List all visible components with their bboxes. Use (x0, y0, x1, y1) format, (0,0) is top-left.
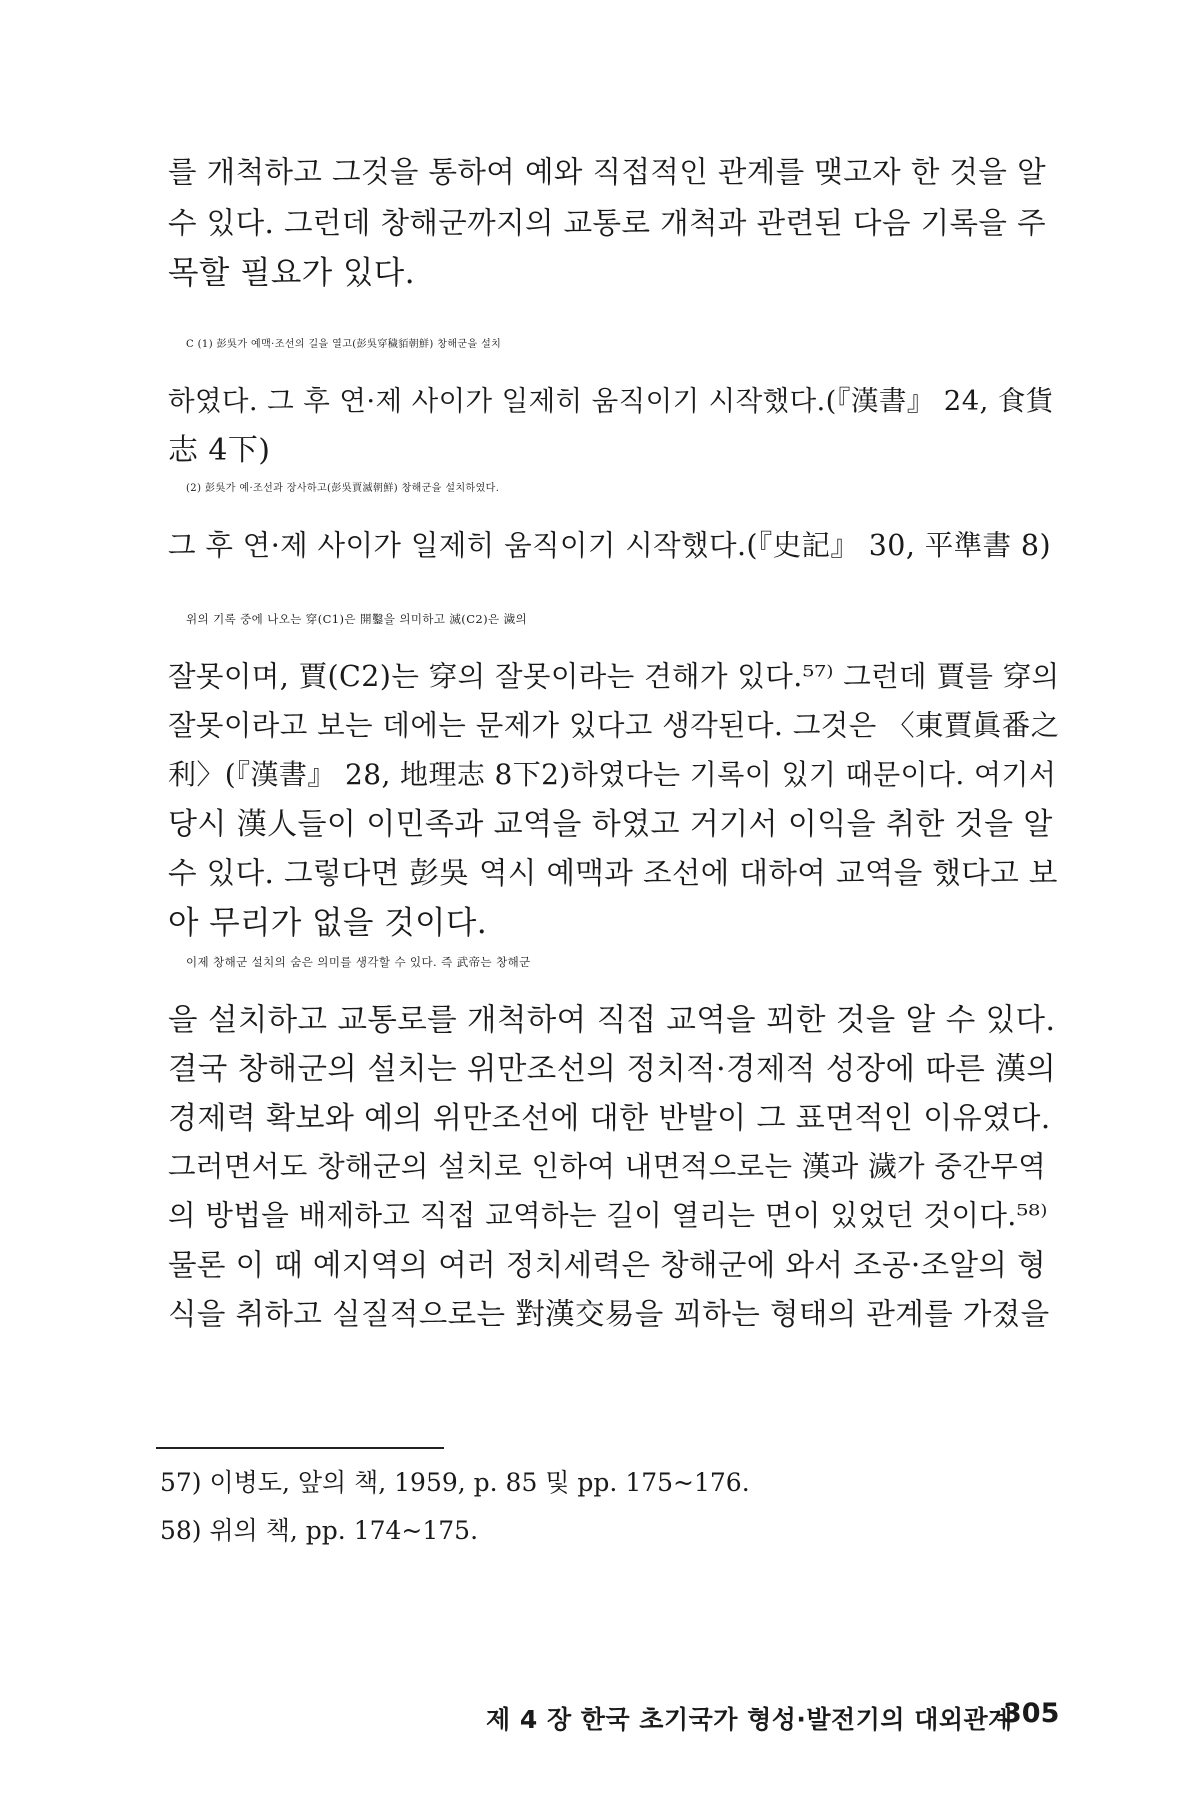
body-line: 수 있다. 그렇다면 彭吳 역시 예맥과 조선에 대하여 교역을 했다고 보 (168, 856, 1058, 890)
body-line: 경제력 확보와 예의 위만조선에 대한 반발이 그 표면적인 이유였다. (168, 1101, 1051, 1136)
page-number: 305 (1003, 1698, 1060, 1729)
body-line: 을 설치하고 교통로를 개척하여 직접 교역을 꾀한 것을 알 수 있다. (168, 1003, 1056, 1038)
footnote: 57) 이병도, 앞의 책, 1959, p. 85 및 pp. 175~176. (160, 1468, 750, 1497)
citation-line: 志 4下) (168, 433, 271, 468)
body-line: 잘못이라고 보는 데에는 문제가 있다고 생각된다. 그것은 〈東賈眞番之 (168, 709, 1060, 742)
citation-line: 그 후 연·제 사이가 일제히 움직이기 시작했다.(『史記』 30, 平準書 8) (168, 529, 1051, 562)
citation-line: 하였다. 그 후 연·제 사이가 일제히 움직이기 시작했다.(『漢書』 24, 食貨 (168, 385, 1054, 417)
body-line: 利〉(『漢書』 28, 地理志 8下2)하였다는 기록이 있기 때문이다. 여기서 (168, 758, 1057, 791)
body-line: 잘못이며, 賈(C2)는 穿의 잘못이라는 견해가 있다.⁵⁷⁾ 그런데 賈를 穿의 (168, 660, 1060, 693)
running-head: 제 4 장 한국 초기국가 형성·발전기의 대외관계 (486, 1705, 1013, 1734)
body-line: 결국 창해군의 설치는 위만조선의 정치적·경제적 성장에 따른 漢의 (168, 1052, 1057, 1087)
citation-line: (2) 彭吳가 예·조선과 장사하고(彭吳賈滅朝鮮) 창해군을 설치하였다. (186, 483, 500, 494)
body-line: 그러면서도 창해군의 설치로 인하여 내면적으로는 漢과 濊가 중간무역 (168, 1150, 1047, 1183)
footnote-divider (156, 1447, 444, 1449)
body-line: 아 무리가 없을 것이다. (168, 905, 488, 941)
body-line: 위의 기록 중에 나오는 穿(C1)은 開鑿을 의미하고 滅(C2)은 濊의 (186, 612, 527, 626)
body-line: 이제 창해군 설치의 숨은 의미를 생각할 수 있다. 즉 武帝는 창해군 (186, 955, 531, 969)
body-line: 당시 漢人들이 이민족과 교역을 하였고 거기서 이익을 취한 것을 알 (168, 807, 1053, 842)
body-line: 의 방법을 배제하고 직접 교역하는 길이 열리는 면이 있었던 것이다.⁵⁸⁾ (168, 1199, 1048, 1232)
body-line: 목할 필요가 있다. (168, 255, 416, 291)
footnote: 58) 위의 책, pp. 174~175. (160, 1516, 479, 1545)
body-line: 식을 취하고 실질적으로는 對漢交易을 꾀하는 형태의 관계를 가졌을 (168, 1297, 1050, 1331)
body-line: 물론 이 때 예지역의 여러 정치세력은 창해군에 와서 조공·조알의 형 (168, 1248, 1046, 1282)
citation-line: C (1) 彭吳가 예맥·조선의 길을 열고(彭吳穿穢貊朝鮮) 창해군을 설치 (186, 339, 502, 350)
body-line: 를 개척하고 그것을 통하여 예와 직접적인 관계를 맺고자 한 것을 알 (168, 155, 1046, 189)
body-line: 수 있다. 그런데 창해군까지의 교통로 개척과 관련된 다음 기록을 주 (168, 206, 1046, 240)
